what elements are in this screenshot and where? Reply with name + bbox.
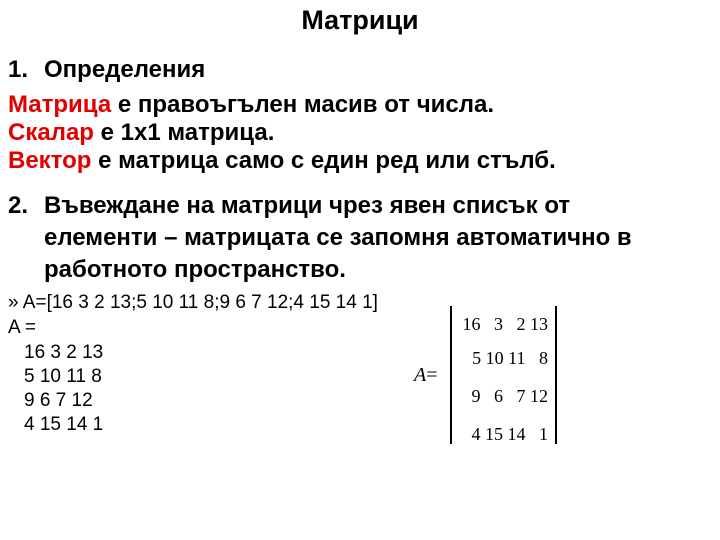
code-command: » A=[16 3 2 13;5 10 11 8;9 6 7 12;4 15 14 1]	[8, 292, 378, 313]
matrix-right-bracket	[555, 306, 557, 444]
section-1-number: 1.	[8, 56, 29, 83]
matrix-row: 5 10 11 8	[472, 348, 548, 368]
matrix-symbol: A	[414, 364, 427, 386]
definition-text: е 1х1 матрица.	[93, 119, 275, 146]
matrix-lhs	[414, 364, 438, 387]
definition-text: е правоъгълен масив от числа.	[111, 91, 495, 118]
matrix-row: 9 6 7 12	[471, 386, 548, 406]
definition-term: Матрица	[8, 91, 112, 118]
definition-vector	[8, 147, 556, 175]
definition-term: Скалар	[8, 119, 94, 146]
section-2-line-3: работното пространство.	[44, 256, 346, 283]
section-2-line-2: елементи – матрицата се запомня автоматично в	[44, 224, 632, 251]
section-2	[8, 190, 632, 286]
code-output-row: 9 6 7 12	[24, 390, 93, 411]
section-2-line-1: Въвеждане на матрици чрез явен списък от	[44, 192, 571, 219]
definition-text: е матрица само с един ред или стълб.	[91, 147, 556, 174]
definition-scalar	[8, 119, 274, 147]
section-1-title: Определения	[44, 56, 206, 83]
matrix-row: 4 15 14 1	[471, 424, 548, 444]
section-2-number: 2.	[8, 192, 29, 219]
section-1-heading	[8, 56, 205, 84]
code-output-row: 5 10 11 8	[24, 366, 102, 387]
equals-sign: =	[426, 364, 438, 386]
matrix-row: 16 3 2 13	[462, 314, 548, 334]
code-output-row: 16 3 2 13	[24, 342, 104, 363]
code-output-row: 4 15 14 1	[24, 414, 104, 435]
code-output-label: A =	[8, 317, 36, 338]
matrix-left-bracket	[450, 306, 452, 444]
matrix-math-display	[414, 302, 564, 447]
definition-matrix	[8, 91, 494, 119]
definition-term: Вектор	[8, 147, 92, 174]
page-title: Матрици	[301, 5, 419, 35]
